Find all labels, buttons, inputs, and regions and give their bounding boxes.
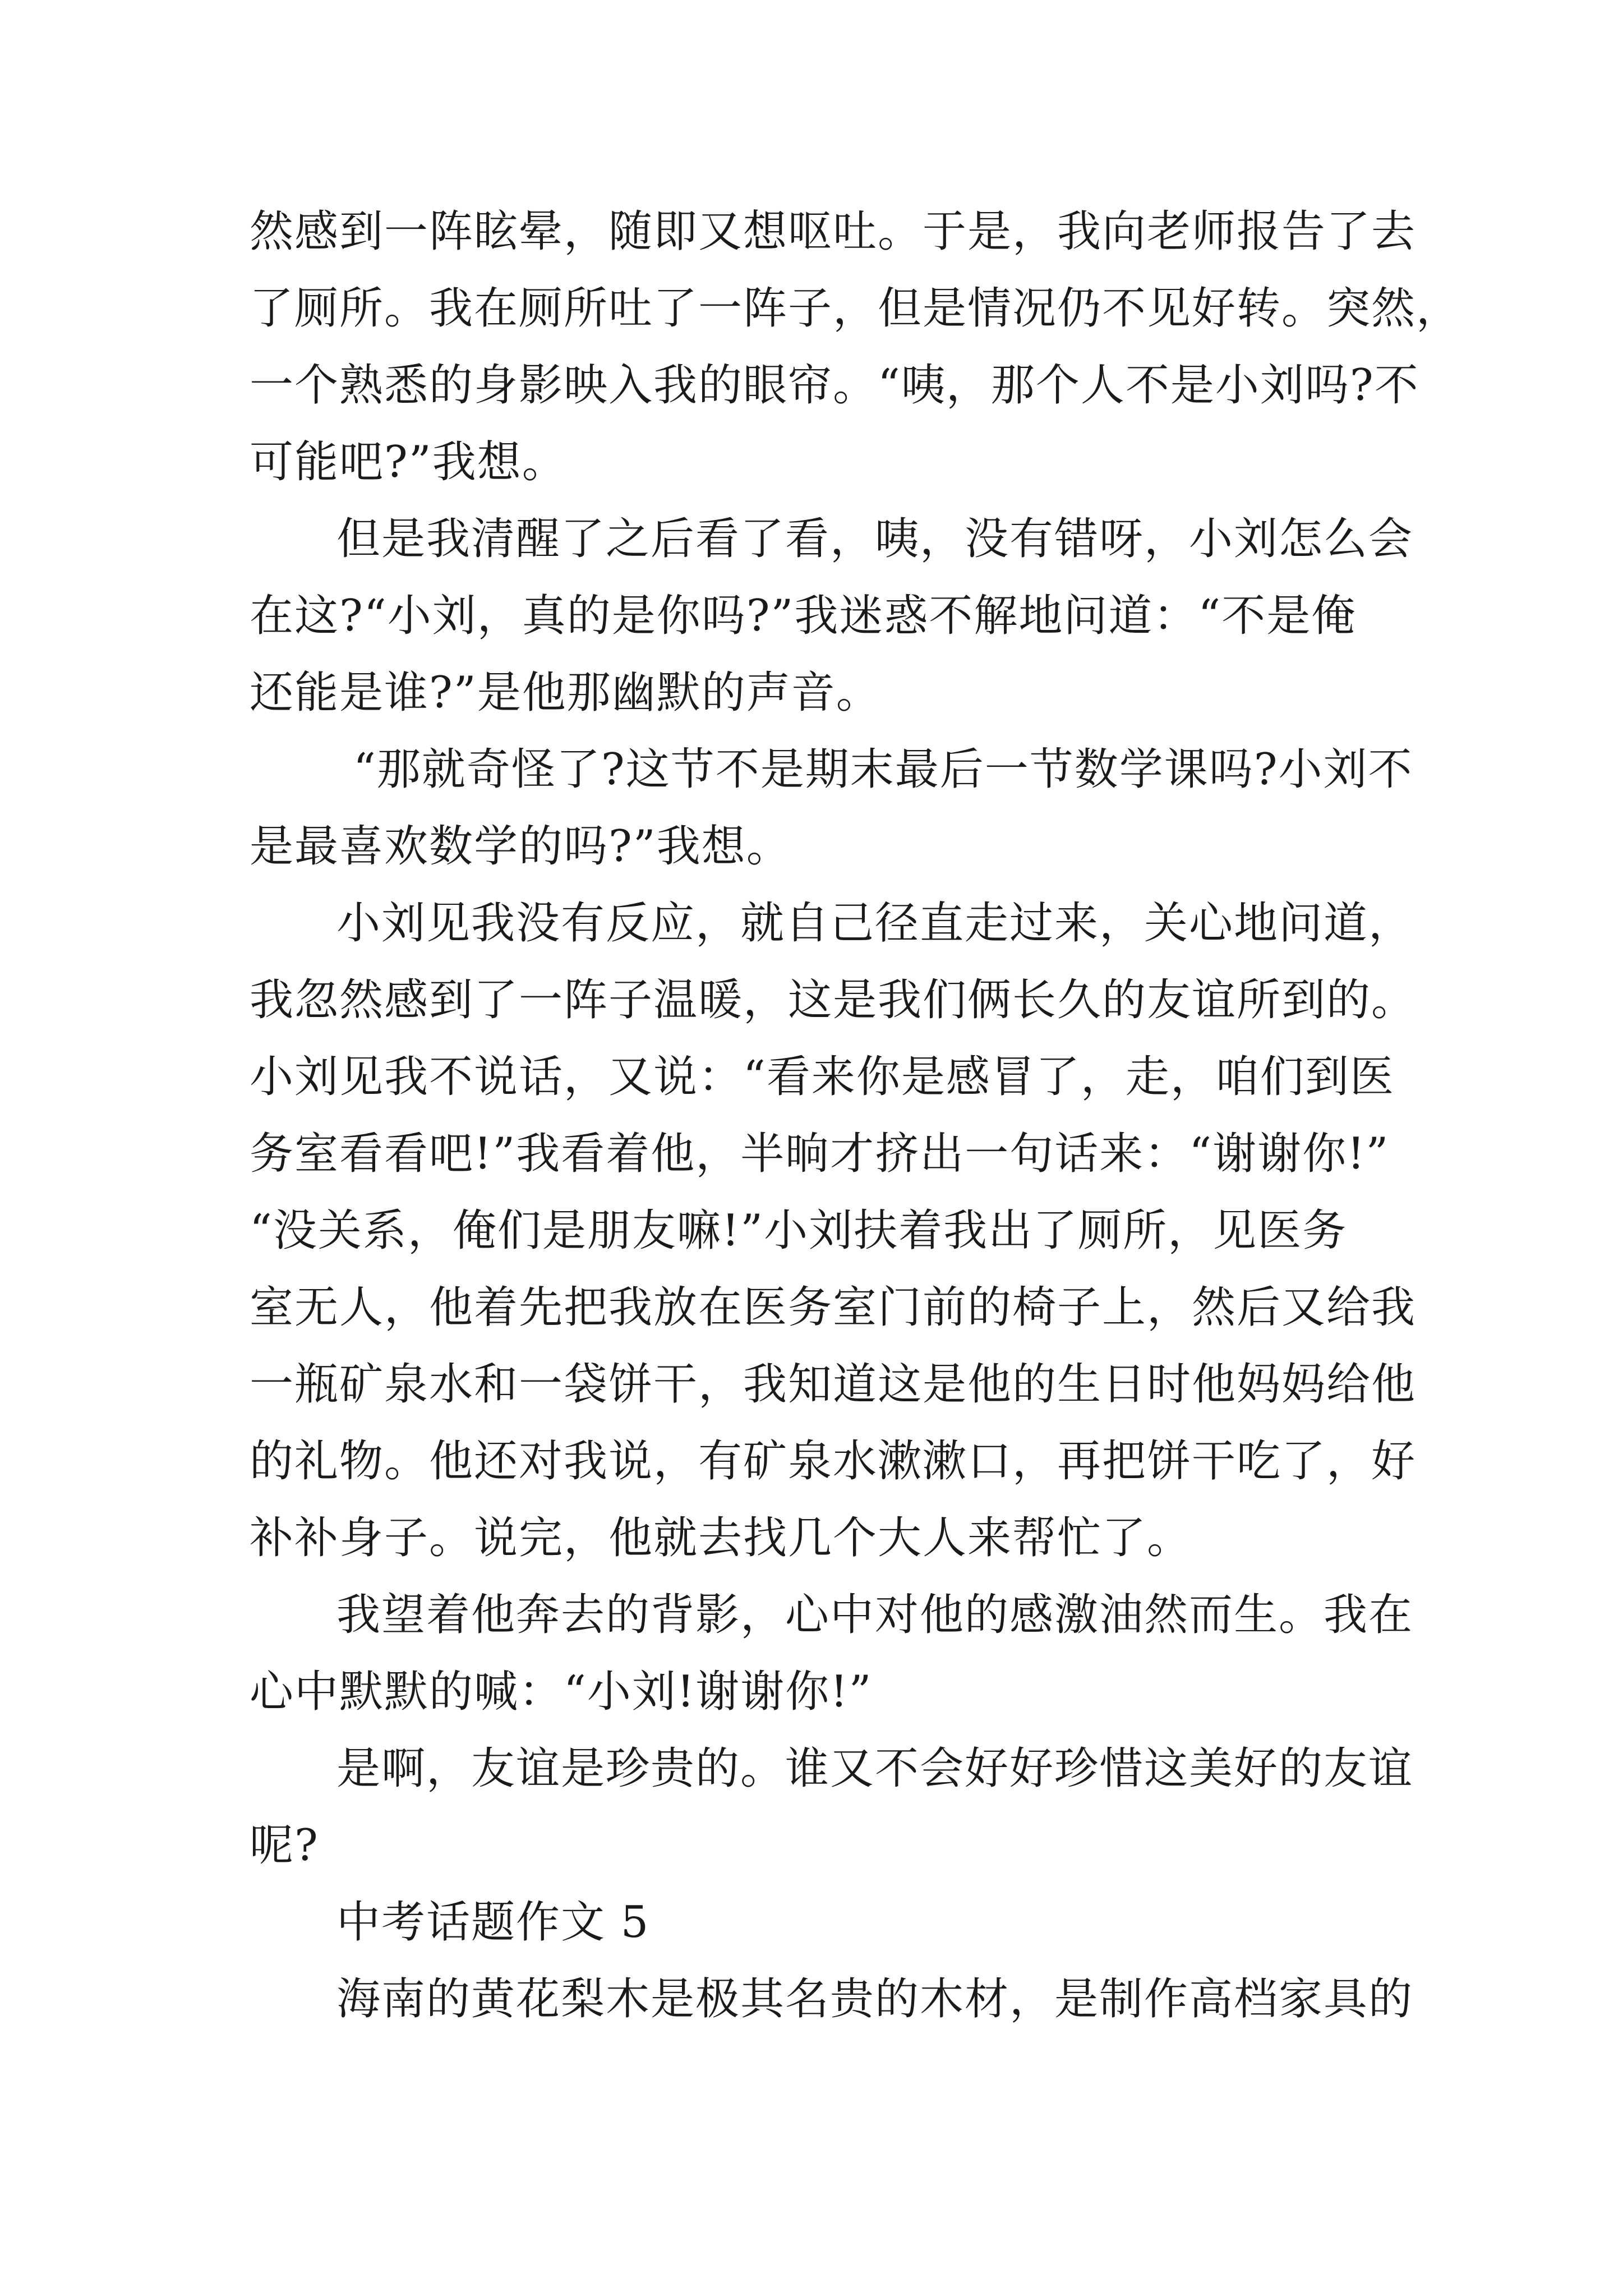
text-line-21: 是啊，友谊是珍贵的。谁又不会好好珍惜这美好的友谊 — [336, 1743, 1414, 1794]
text-line-17: 的礼物。他还对我说，有矿泉水漱漱口，再把饼干吃了，好 — [250, 1436, 1417, 1487]
text-line-3: 一个熟悉的身影映入我的眼帘。“咦，那个人不是小刘吗?不 — [250, 360, 1419, 411]
text-line-16: 一瓶矿泉水和一袋饼干，我知道这是他的生日时他妈妈给他 — [250, 1359, 1417, 1410]
text-line-9: 是最喜欢数学的吗?”我想。 — [250, 821, 791, 872]
text-line-18: 补补身子。说完，他就去找几个大人来帮忙了。 — [250, 1513, 1192, 1563]
text-line-4: 可能吧?”我想。 — [250, 437, 567, 487]
text-line-6: 在这?“小刘，真的是你吗?”我迷惑不解地问道：“不是俺 — [250, 591, 1357, 641]
text-line-12: 小刘见我不说话，又说：“看来你是感冒了，走，咱们到医 — [250, 1052, 1395, 1102]
text-line-13: 务室看看吧!”我看着他，半晌才挤出一句话来：“谢谢你!” — [250, 1129, 1390, 1179]
text-line-20: 心中默默的喊：“小刘!谢谢你!” — [250, 1667, 873, 1717]
text-line-14: “没关系，俺们是朋友嘛!”小刘扶着我出了厕所，见医务 — [250, 1205, 1348, 1256]
text-line-24: 海南的黄花梨木是极其名贵的木材，是制作高档家具的 — [336, 1974, 1414, 2024]
text-line-19: 我望着他奔去的背影，心中对他的感激油然而生。我在 — [336, 1590, 1414, 1640]
text-line-11: 我忽然感到了一阵子温暖，这是我们俩长久的友谊所到的。 — [250, 975, 1417, 1025]
text-line-1: 然感到一阵眩晕，随即又想呕吐。于是，我向老师报告了去 — [250, 206, 1417, 257]
text-line-22: 呢? — [250, 1820, 319, 1871]
text-line-7: 还能是谁?”是他那幽默的声音。 — [250, 668, 881, 718]
text-line-8: “那就奇怪了?这节不是期末最后一节数学课吗?小刘不 — [353, 744, 1413, 795]
section-heading: 中考话题作文 5 — [336, 1897, 650, 1948]
text-line-10: 小刘见我没有反应，就自己径直走过来，关心地问道， — [336, 898, 1414, 949]
text-line-15: 室无人，他着先把我放在医务室门前的椅子上，然后又给我 — [250, 1282, 1417, 1333]
text-line-5: 但是我清醒了之后看了看，咦，没有错呀，小刘怎么会 — [336, 514, 1414, 564]
text-line-2: 了厕所。我在厕所吐了一阵子，但是情况仍不见好转。突然， — [250, 283, 1461, 334]
